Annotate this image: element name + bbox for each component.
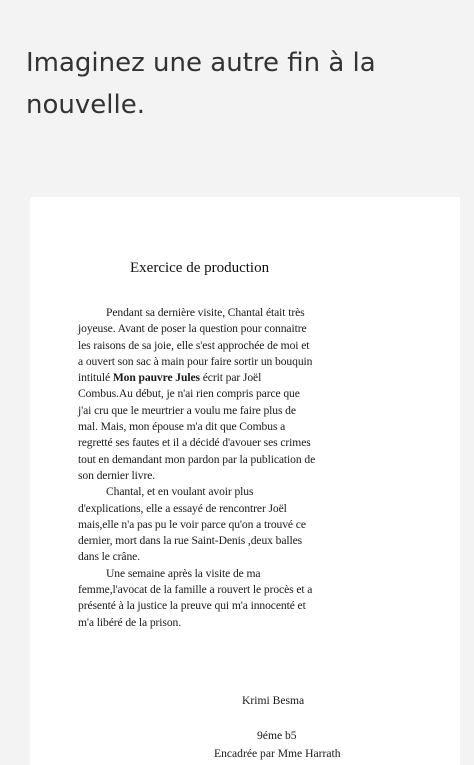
document-body bbox=[78, 305, 438, 631]
question-text bbox=[26, 42, 456, 126]
text-line: d'explications, elle a essayé de rencontrer Joël bbox=[78, 501, 287, 515]
text-line: regretté ses fautes et il a décidé d'avouer ses crimes bbox=[78, 436, 311, 450]
author-name: Krimi Besma bbox=[242, 694, 305, 707]
text-line: les raisons de sa joie, elle s'est approchée de moi et bbox=[78, 338, 310, 352]
text-line: tout en demandant mon pardon par la publication de bbox=[78, 452, 316, 466]
text-line: son dernier livre. bbox=[78, 468, 156, 482]
text-line: dernier, mort dans la rue Saint-Denis ,deux balles bbox=[78, 534, 303, 548]
text-line: Pendant sa dernière visite, Chantal était très bbox=[106, 306, 305, 319]
supervisor-label: Encadrée par Mme Harrath bbox=[214, 747, 341, 760]
document-title: Exercice de production bbox=[130, 260, 270, 276]
text-line: joyeuse. Avant de poser la question pour connaitre bbox=[78, 322, 307, 336]
text-line: j'ai cru que le meurtrier a voulu me faire plus de bbox=[78, 403, 296, 417]
text-fragment: écrit par Joël bbox=[199, 371, 262, 385]
text-fragment: intitulé bbox=[78, 371, 113, 385]
document-photo bbox=[30, 197, 460, 765]
text-line: mais,elle n'a pas pu le voir parce qu'on a trouvé ce bbox=[78, 517, 306, 531]
text-line bbox=[78, 370, 438, 386]
text-line: m'a libéré de la prison. bbox=[78, 615, 182, 629]
text-line: Une semaine après la visite de ma bbox=[106, 566, 261, 580]
class-label: 9éme b5 bbox=[257, 729, 297, 742]
text-line: Chantal, et en voulant avoir plus bbox=[106, 485, 254, 499]
text-line: femme,l'avocat de la famille a rouvert le procès et a bbox=[78, 583, 313, 597]
question-line-1: Imaginez une autre fin à la bbox=[26, 48, 376, 78]
book-title: Mon pauvre Jules bbox=[112, 371, 200, 385]
question-line-2: nouvelle. bbox=[26, 90, 145, 120]
text-line: dans le crâne. bbox=[78, 550, 141, 564]
text-line: mal. Mais, mon épouse m'a dit que Combus a bbox=[78, 420, 286, 434]
text-line: Combus.Au début, je n'ai rien compris parce que bbox=[78, 387, 300, 401]
text-line: a ouvert son sac à main pour faire sortir un bouquin bbox=[78, 354, 313, 368]
text-line: présenté à la justice la preuve qui m'a innocenté et bbox=[78, 599, 306, 613]
